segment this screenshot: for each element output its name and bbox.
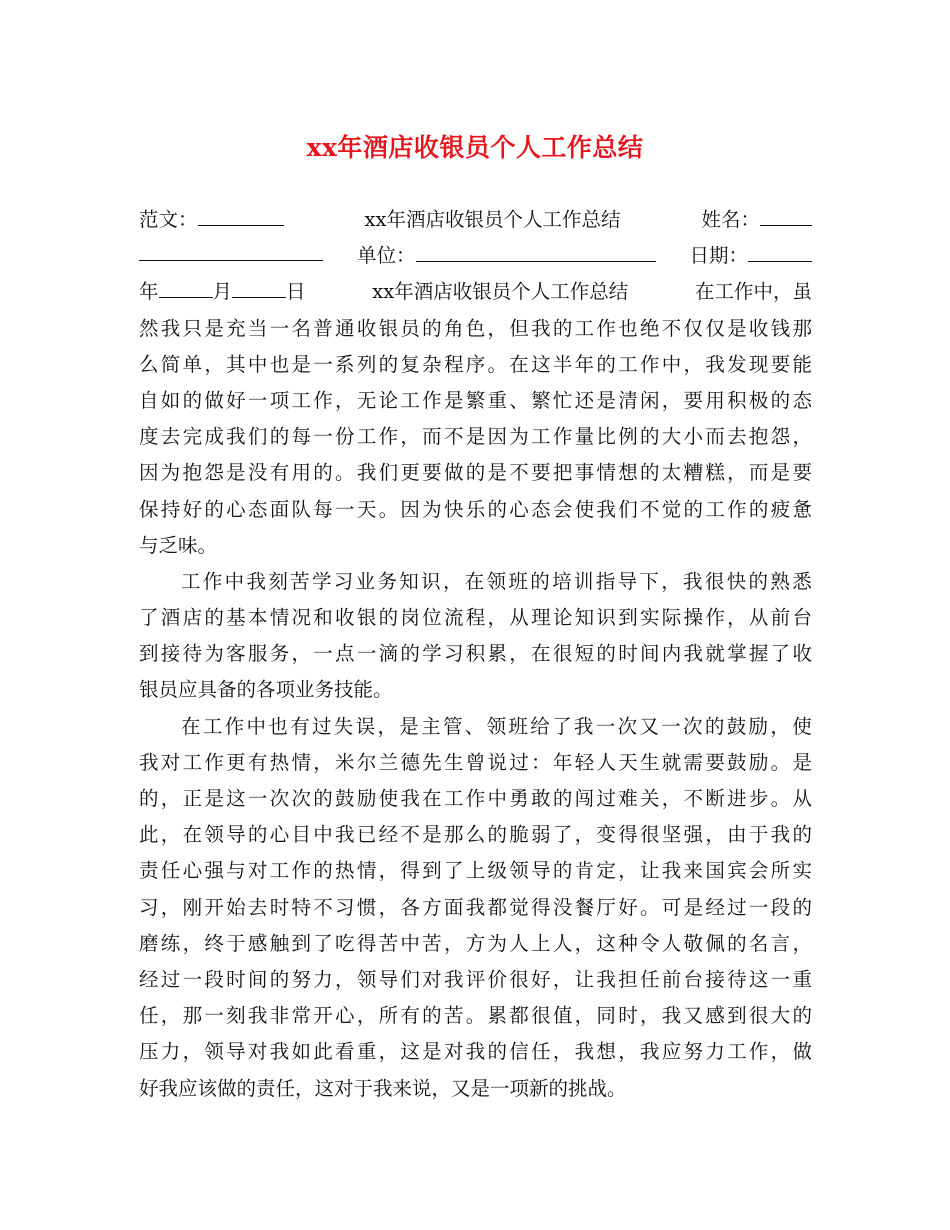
paragraph-1-line: 保 持 好 的 心 态 面 队 每 一 天 。 因 为 快 乐 的 心 态 会 使 我 们 不 觉 的 工 作 的 疲 惫 bbox=[139, 497, 812, 521]
day-label: 日 bbox=[286, 280, 306, 304]
name-label: 姓名： bbox=[701, 208, 760, 231]
paragraph-1-line: 然 我 只 是 充 当 一 名 普 通 收 银 员 的 角 色 ， 但 我 的 工 作 也 绝 不 仅 仅 是 收 钱 那 bbox=[139, 316, 812, 340]
paragraph-2-line: 了 酒 店 的 基 本 情 况 和 收 银 的 岗 位 流 程 ， 从 理 论 知 识 到 实 际 操 作 ， 从 前 台 bbox=[139, 606, 812, 630]
date-label: 日期： bbox=[689, 244, 748, 268]
date-blank bbox=[748, 239, 812, 262]
paragraph-1-line: 因 为 抱 怨 是 没 有 用 的 。 我 们 更 要 做 的 是 不 要 把 事 情 想 的 太 糟 糕 ， 而 是 要 bbox=[139, 461, 812, 485]
month-label: 月 bbox=[212, 280, 233, 304]
header-line-3 bbox=[139, 274, 812, 310]
fanwen-blank bbox=[198, 203, 284, 226]
name-blank-continued bbox=[139, 238, 323, 261]
intro-start: 在工作中，虽 bbox=[694, 280, 812, 304]
name-blank bbox=[760, 203, 812, 226]
paragraph-3-line: 任 ， 那 一 刻 我 非 常 开 心 ， 所 有 的 苦 。 累 都 很 值 ， 同 时 ， 我 又 感 到 很 大 的 bbox=[139, 1004, 812, 1028]
doc-name-2: xx年酒店收银员个人工作总结 bbox=[372, 280, 629, 304]
paragraph-2-line: 银员应具备的各项业务技能。 bbox=[139, 678, 393, 702]
header-line-2 bbox=[139, 238, 812, 274]
unit-label: 单位： bbox=[356, 244, 416, 268]
doc-name: xx年酒店收银员个人工作总结 bbox=[364, 208, 621, 231]
paragraph-3-line: 我 对 工 作 更 有 热 情 ， 米 尔 兰 德 先 生 曾 说 过 ： 年 轻 人 天 生 就 需 要 鼓 励 。 是 bbox=[139, 750, 812, 774]
year-label: 年 bbox=[139, 280, 159, 304]
unit-blank bbox=[416, 239, 656, 262]
paragraph-3-line: 的 ， 正 是 这 一 次 次 的 鼓 励 使 我 在 工 作 中 勇 敢 的 闯 过 难 关 ， 不 断 进 步 。 从 bbox=[139, 787, 812, 810]
paragraph-3-line: 责 任 心 强 与 对 工 作 的 热 情 ， 得 到 了 上 级 领 导 的 肯 定 ， 让 我 来 国 宾 会 所 实 bbox=[139, 859, 812, 883]
paragraph-1-line: 与乏味。 bbox=[139, 533, 218, 557]
paragraph-3-line: 经 过 一 段 时 间 的 努 力 ， 领 导 们 对 我 评 价 很 好 ， 让 我 担 任 前 台 接 待 这 一 重 bbox=[139, 967, 812, 991]
day-blank bbox=[232, 275, 286, 298]
paragraph-2-line: 到 接 待 为 客 服 务 ， 一 点 一 滴 的 学 习 积 累 ， 在 很 短 的 时 间 内 我 就 掌 握 了 收 bbox=[139, 642, 812, 666]
document-body bbox=[139, 202, 812, 1107]
paragraph-1-line: 自 如 的 做 好 一 项 工 作 ， 无 论 工 作 是 繁 重 、 繁 忙 还 是 清 闲 ， 要 用 积 极 的 态 bbox=[139, 388, 812, 412]
paragraph-1-line: 么 简 单 ， 其 中 也 是 一 系 列 的 复 杂 程 序 。 在 这 半 年 的 工 作 中 ， 我 发 现 要 能 bbox=[139, 352, 812, 376]
paragraph-3-line: 好我应该做的责任，这对于我来说，又是一项新的挑战。 bbox=[139, 1076, 627, 1100]
header-line-1 bbox=[139, 202, 812, 238]
paragraph-3-line: 习 ， 刚 开 始 去 时 特 不 习 惯 ， 各 方 面 我 都 觉 得 没 餐 厅 好 。 可 是 经 过 一 段 的 bbox=[139, 895, 812, 919]
paragraph-3-line: 此 ， 在 领 导 的 心 目 中 我 已 经 不 是 那 么 的 脆 弱 了 ， 变 得 很 坚 强 ， 由 于 我 的 bbox=[139, 823, 812, 847]
paragraph-3-line: 在 工 作 中 也 有 过 失 误 ， 是 主 管 、 领 班 给 了 我 一 次 又 一 次 的 鼓 励 ， 使 bbox=[181, 714, 812, 738]
document-title: xx年酒店收银员个人工作总结 bbox=[306, 133, 644, 162]
paragraph-3-line: 压 力 ， 领 导 对 我 如 此 看 重 ， 这 是 对 我 的 信 任 ， 我 想 ， 我 应 努 力 工 作 ， 做 bbox=[139, 1040, 812, 1064]
paragraph-2-line: 工 作 中 我 刻 苦 学 习 业 务 知 识 ， 在 领 班 的 培 训 指 导 下 ， 我 很 快 的 熟 悉 bbox=[181, 569, 812, 593]
paragraph-1-line: 度 去 完 成 我 们 的 每 一 份 工 作 ， 而 不 是 因 为 工 作 量 比 例 的 大 小 而 去 抱 怨 ， bbox=[139, 425, 812, 449]
fanwen-label: 范文： bbox=[139, 208, 198, 231]
paragraph-3-line: 磨 练 ， 终 于 感 触 到 了 吃 得 苦 中 苦 ， 方 为 人 上 人 ， 这 种 令 人 敬 佩 的 名 言 ， bbox=[139, 931, 812, 955]
month-blank bbox=[159, 275, 213, 298]
